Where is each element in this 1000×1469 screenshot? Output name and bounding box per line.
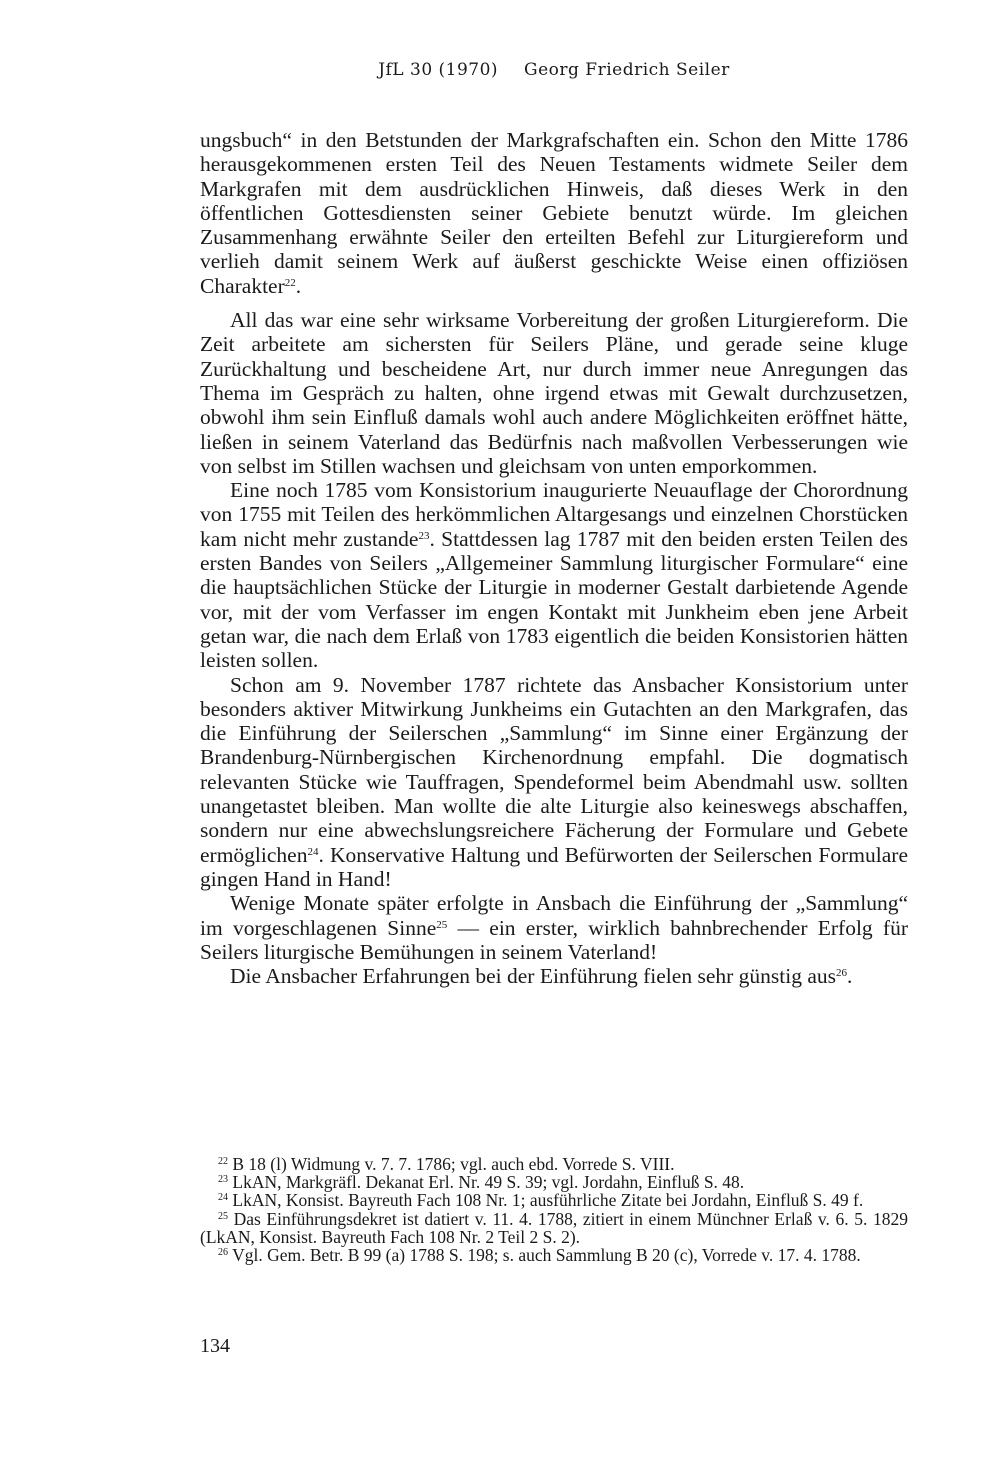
body-text (200, 128, 908, 988)
footnote-ref: 25 (436, 918, 448, 931)
article-author: Georg Friedrich Seiler (523, 60, 730, 80)
footnote: $^{26}$ Vgl. Gem. Betr. B 99 (a) 1788 S. 198; s. auch Sammlung B 20 (c), Vorrede v. 17. 4. 1788. (218, 1245, 861, 1266)
paragraph: Schon am 9. November 1787 richtete das Ansbacher Konsistorium unter besonders aktiver Mitwirkung Junkheims ein Gutachten an den Markgrafen, das die Einführung der Seilerschen „Sammlung“ im Sinne einer Ergänzung der Brandenburg-Nürnbergischen Kirchenordnung empfahl. Die dogmatisch relevanten Stücke wie Tauffragen, Spendeformel beim Abendmahl usw. sollten unangetastet bleiben. Man wollte die alte Liturgie also keineswegs abschaffen, sondern nur eine abwechslungsreichere Fächerung der Formulare und Gebete ermöglichen$^{24}$. Konservative Haltung und Befürworten der Seilerschen Formulare gingen Hand in Hand! (200, 672, 908, 891)
paragraph: ungsbuch“ in den Betstunden der Markgrafschaften ein. Schon den Mitte 1786 herausgekommenen ersten Teil des Neuen Testaments widmete Seiler dem Markgrafen mit dem ausdrücklichen Hinweis, daß dieses Werk in den öffentlichen Gottesdiensten seiner Gebiete benutzt würde. Im gleichen Zusammenhang erwähnte Seiler den erteilten Befehl zur Liturgiereform und verlieh damit seinem Werk auf äußerst geschickte Weise einen offiziösen Charakter$^{22}$. (200, 128, 908, 298)
footnote-ref: 24 (307, 845, 319, 858)
footnote-number: 25 (218, 1210, 228, 1222)
footnote-number: 24 (218, 1192, 228, 1204)
footnote: $^{23}$ LkAN, Markgräfl. Dekanat Erl. Nr. 49 S. 39; vgl. Jordahn, Einfluß S. 48. (218, 1172, 745, 1193)
footnote-number: 23 (218, 1174, 228, 1186)
footnote-ref: 22 (284, 276, 296, 289)
footnote-number: 22 (218, 1156, 228, 1167)
paragraph: Eine noch 1785 vom Konsistorium inaugurierte Neuauflage der Chorordnung von 1755 mit Teilen des herkömmlichen Altargesangs und einzelnen Chorstücken kam nicht mehr zustande$^{23}$. Stattdessen lag 1787 mit den beiden ersten Teilen des ersten Bandes von Seilers „Allgemeiner Sammlung liturgischer Formulare“ eine die hauptsächlichen Stücke der Liturgie in moderner Gestalt darbietende Agende vor, mit der vom Verfasser im engen Kontakt mit Junkheim eben jene Arbeit getan war, die nach dem Erlaß von 1783 eigentlich die beiden Konsistorien hätten leisten sollen. (200, 478, 908, 673)
footnote: $^{24}$ LkAN, Konsist. Bayreuth Fach 108 Nr. 1; ausführliche Zitate bei Jordahn, Einfluß S. 49 f. (218, 1190, 864, 1211)
footnote-ref: 23 (418, 529, 430, 542)
paragraph: All das war eine sehr wirksame Vorbereitung der großen Liturgiereform. Die Zeit arbeitete am sichersten für Seilers Pläne, und gerade seine kluge Zurückhaltung und bescheidene Art, nur durch immer neue Anregungen das Thema im Gespräch zu halten, ohne irgend etwas mit Gewalt durchzusetzen, obwohl ihm sein Einfluß damals wohl auch andere Möglichkeiten eröffnet hätte, ließen in seinem Vaterland das Bedürfnis nach maßvollen Verbesserungen wie von selbst im Stillen wachsen und gleichsam von unten emporkommen. (200, 308, 908, 478)
footnote-number: 26 (218, 1247, 228, 1259)
footnote: $^{25}$ Das Einführungsdekret ist datiert v. 11. 4. 1788, zitiert in einem Münchner Erlaß v. 6. 5. 1829 (LkAN, Konsist. Bayreuth Fach 108 Nr. 2 Teil 2 S. 2). (200, 1208, 908, 1247)
footnote-ref: 26 (836, 967, 847, 980)
journal-citation: JfL 30 (1970) (378, 60, 499, 80)
footnote: $^{22}$ B 18 (l) Widmung v. 7. 7. 1786; vgl. auch ebd. Vorrede S. VIII. (218, 1154, 675, 1174)
paragraph: Wenige Monate später erfolgte in Ansbach die Einführung der „Sammlung“ im vorgeschlagenen Sinne$^{25}$ — ein erster, wirklich bahnbrechender Erfolg für Seilers liturgische Bemühungen in seinem Vaterland! (200, 891, 909, 964)
page-number: 134 (200, 1335, 230, 1357)
footnotes (200, 1155, 908, 1264)
paragraph: Die Ansbacher Erfahrungen bei der Einführung fielen sehr günstig aus$^{26}$. (230, 964, 853, 989)
running-head (200, 60, 908, 80)
